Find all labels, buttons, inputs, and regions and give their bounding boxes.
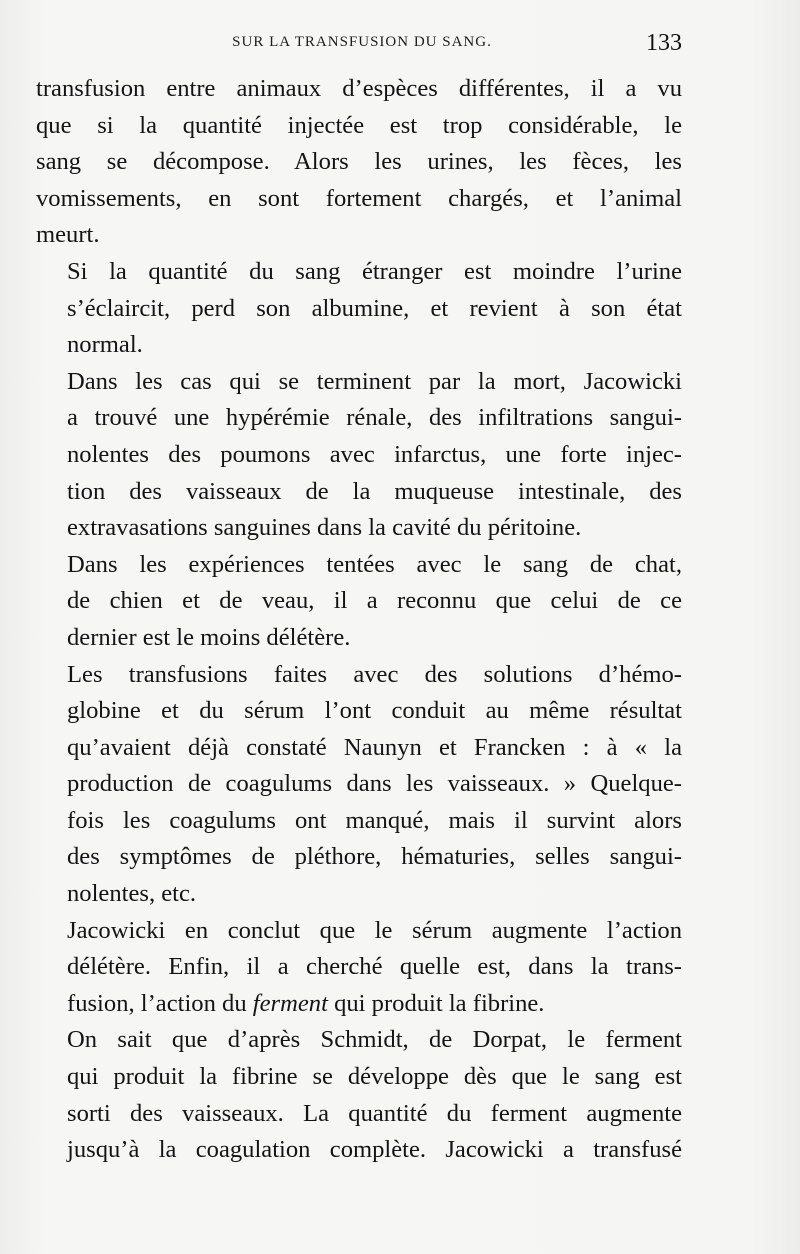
- text-line: normal.: [67, 331, 143, 359]
- paragraph: [36, 1022, 682, 1168]
- text-line: jusqu’à la coagulation complète. Jacowicki a transfusé: [67, 1136, 682, 1164]
- text-line: Dans les expériences tentées avec le sang de chat,: [67, 550, 682, 578]
- text-line: sang se décompose. Alors les urines, les fèces, les: [36, 148, 682, 176]
- text-line: extravasations sanguines dans la cavité du péritoine.: [67, 514, 582, 542]
- paragraph: [36, 547, 682, 657]
- paragraph: [36, 364, 682, 547]
- text-line: délétère. Enfin, il a cherché quelle est, dans la trans-: [67, 953, 682, 981]
- text-line: nolentes, etc.: [67, 880, 197, 908]
- text-fragment: qui produit la fibrine.: [327, 989, 545, 1017]
- text-line: Les transfusions faites avec des solutions d’hémo-: [67, 660, 682, 688]
- text-line: nolentes des poumons avec infarctus, une forte injec-: [67, 440, 682, 468]
- text-line: meurt.: [36, 221, 100, 249]
- text-line: s’éclaircit, perd son albumine, et revient à son état: [67, 294, 682, 322]
- running-head: SUR LA TRANSFUSION DU SANG.: [232, 34, 492, 50]
- paragraph: [36, 71, 682, 254]
- body-text: [36, 71, 682, 1169]
- text-line: vomissements, en sont fortement chargés, et l’animal: [36, 184, 682, 212]
- text-line: que si la quantité injectée est trop considérable, le: [36, 111, 682, 139]
- text-line: Si la quantité du sang étranger est moindre l’urine: [67, 257, 682, 285]
- text-line: qui produit la fibrine se développe dès que le sang est: [67, 1063, 682, 1091]
- page-number: 133: [646, 30, 682, 56]
- text-line: a trouvé une hypérémie rénale, des infiltrations sangui-: [67, 404, 682, 432]
- text-line: transfusion entre animaux d’espèces différentes, il a vu: [36, 75, 682, 102]
- text-line: globine et du sérum l’ont conduit au même résultat: [67, 697, 682, 725]
- text-line: production de coagulums dans les vaisseaux. » Quelque-: [67, 770, 682, 798]
- text-line: des symptômes de pléthore, hématuries, selles sangui-: [67, 843, 682, 871]
- text-line: fois les coagulums ont manqué, mais il survint alors: [67, 806, 682, 834]
- text-line: de chien et de veau, il a reconnu que celui de ce: [67, 587, 682, 615]
- text-line: Jacowicki en conclut que le sérum augmente l’action: [67, 916, 682, 944]
- text-line: dernier est le moins délétère.: [67, 623, 351, 651]
- text-line: Dans les cas qui se terminent par la mort, Jacowicki: [67, 367, 682, 395]
- text-line: tion des vaisseaux de la muqueuse intestinale, des: [67, 477, 682, 505]
- paragraph: [36, 913, 682, 1023]
- emphasized-term: ferment: [252, 989, 328, 1017]
- paragraph: [36, 657, 682, 913]
- text-line: [36, 986, 682, 1023]
- text-line: qu’avaient déjà constaté Naunyn et Francken : à « la: [67, 733, 682, 761]
- paragraph: [36, 254, 682, 364]
- text-line: On sait que d’après Schmidt, de Dorpat, le ferment: [67, 1026, 682, 1054]
- text-line: sorti des vaisseaux. La quantité du ferment augmente: [67, 1099, 682, 1127]
- text-fragment: fusion, l’action du: [67, 989, 253, 1017]
